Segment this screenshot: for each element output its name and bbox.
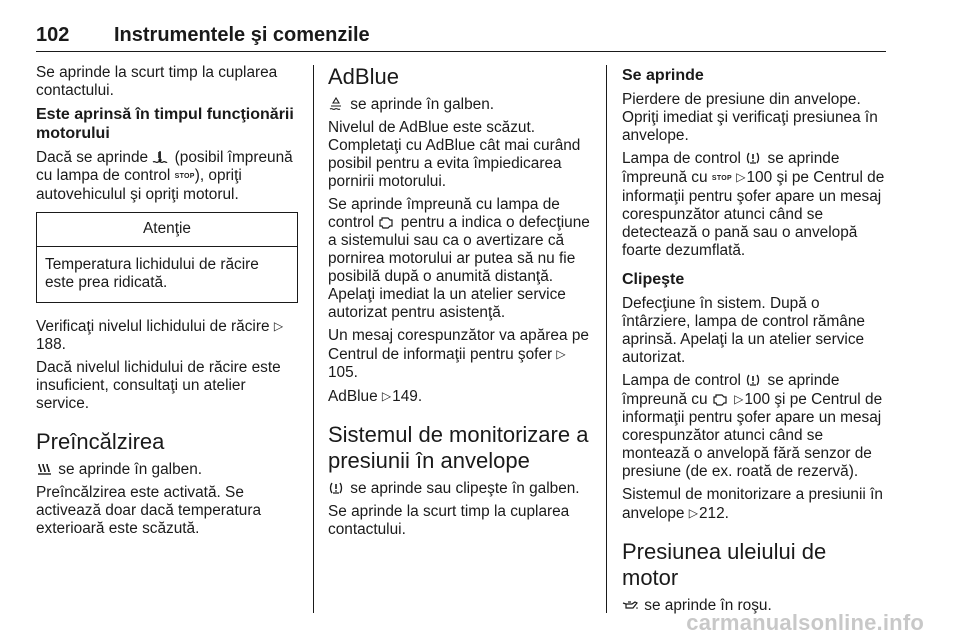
page-header: [36, 24, 886, 52]
column-2: [328, 64, 590, 544]
column-divider: [606, 65, 607, 613]
paragraph: Defecţiune în sistem. După o întârziere, lampa de control rămâne aprinsă. Apelaţi la un atelier service autorizat.: [622, 295, 865, 366]
paragraph: Preîncălzirea este activată. Se activează doar dacă temperatura exterioară este scăzută.: [36, 484, 262, 537]
engine-check-icon: [712, 392, 728, 406]
section-heading: Se aprinde: [622, 67, 704, 84]
paragraph: se aprinde în roşu.: [622, 597, 888, 615]
header-rule: [36, 51, 886, 52]
paragraph: se aprinde în galben.: [328, 96, 590, 114]
caution-body: Temperatura lichidului de răcire este prea ridicată.: [45, 256, 259, 291]
section-heading: Presiunea uleiului de motor: [622, 539, 827, 590]
tyre-pressure-icon: [328, 481, 344, 495]
paragraph: Verificaţi nivelul lichidului de răcire ▷188.: [36, 318, 284, 353]
engine-check-icon: [378, 215, 394, 229]
adblue-icon: [328, 97, 344, 111]
watermark: carmanualsonline.info: [686, 610, 924, 635]
paragraph: Lampa de control se aprinde împreună cu STOP ▷100 şi pe Centrul de informaţii pentru şofer apare un mesaj corespunzător atunci când se detectează o pană sau o anvelopă foarte dezumflată.: [622, 150, 885, 259]
page-reference-arrow-icon: ▷: [736, 170, 746, 184]
paragraph: Sistemul de monitorizare a presiunii în anvelope ▷212.: [622, 486, 883, 522]
paragraph: Nivelul de AdBlue este scăzut. Completaţi cu AdBlue cât mai curând posibil pentru a evita împiedicarea pornirii motorului.: [328, 119, 581, 190]
page-reference[interactable]: 100: [744, 391, 771, 408]
caution-box: [36, 212, 298, 303]
paragraph: Pierdere de presiune din anvelope. Opriţi imediat şi verificaţi presiunea în anvelope.: [622, 91, 878, 144]
paragraph: Dacă nivelul lichidului de răcire este insuficient, consultaţi un atelier service.: [36, 359, 281, 412]
paragraph: Se aprinde împreună cu lampa de control pentru a indica o defecţiune a sistemului sau ca o avertizare că pornirea motorului ar putea să nu fie posibilă după o anumită distanţă. Apelaţi imediat la un atelier service autorizat pentru asistenţă.: [328, 196, 590, 321]
caution-title: Atenţie: [37, 213, 297, 247]
glow-plug-icon: [36, 462, 52, 476]
section-heading: Clipeşte: [622, 271, 685, 288]
column-1: [36, 64, 298, 543]
page-reference[interactable]: 212.: [699, 505, 729, 522]
page-reference[interactable]: 188.: [36, 336, 66, 353]
stop-lamp-icon: STOP: [174, 173, 195, 180]
section-heading: AdBlue: [328, 64, 399, 89]
coolant-temperature-icon: [152, 150, 168, 164]
paragraph: AdBlue ▷149.: [328, 388, 423, 405]
page-reference-arrow-icon: ▷: [734, 392, 744, 406]
tyre-pressure-icon: [745, 151, 761, 165]
paragraph: Lampa de control se aprinde împreună cu ▷100 şi pe Centrul de informaţii pentru şofer apare un mesaj corespunzător atunci când se montează o anvelopă fără senzor de presiune (de ex. roată de rezervă).: [622, 372, 883, 480]
paragraph: se aprinde sau clipeşte în galben.: [328, 480, 590, 498]
page-reference[interactable]: 100: [746, 169, 773, 186]
stop-lamp-icon: STOP: [711, 175, 732, 182]
paragraph: Se aprinde la scurt timp la cuplarea contactului.: [36, 64, 278, 99]
paragraph: Dacă se aprinde (posibil împreună cu lampa de control STOP), opriţi autovehiculul şi opriţi motorul.: [36, 149, 293, 203]
column-divider: [313, 65, 314, 613]
section-heading: Sistemul de monitorizare a presiunii în anvelope: [328, 422, 589, 473]
page-reference-arrow-icon: ▷: [556, 347, 566, 361]
oil-can-icon: [622, 598, 638, 612]
page-reference[interactable]: 149.: [392, 388, 423, 405]
column-3: [622, 64, 888, 620]
section-heading: Preîncălzirea: [36, 429, 165, 454]
page-reference-arrow-icon: ▷: [688, 506, 698, 520]
paragraph: Se aprinde la scurt timp la cuplarea contactului.: [328, 503, 570, 538]
paragraph: se aprinde în galben.: [36, 461, 298, 479]
paragraph: Un mesaj corespunzător va apărea pe Centrul de informaţii pentru şofer ▷105.: [328, 327, 589, 381]
page-reference[interactable]: 105.: [328, 364, 358, 381]
page-reference-arrow-icon: ▷: [273, 319, 284, 333]
tyre-pressure-icon: [745, 373, 761, 387]
page-number: 102: [36, 24, 70, 46]
page-title: Instrumentele şi comenzile: [114, 24, 370, 46]
page-reference-arrow-icon: ▷: [381, 389, 392, 403]
section-heading: Este aprinsă în timpul funcţionării motorului: [36, 106, 294, 142]
